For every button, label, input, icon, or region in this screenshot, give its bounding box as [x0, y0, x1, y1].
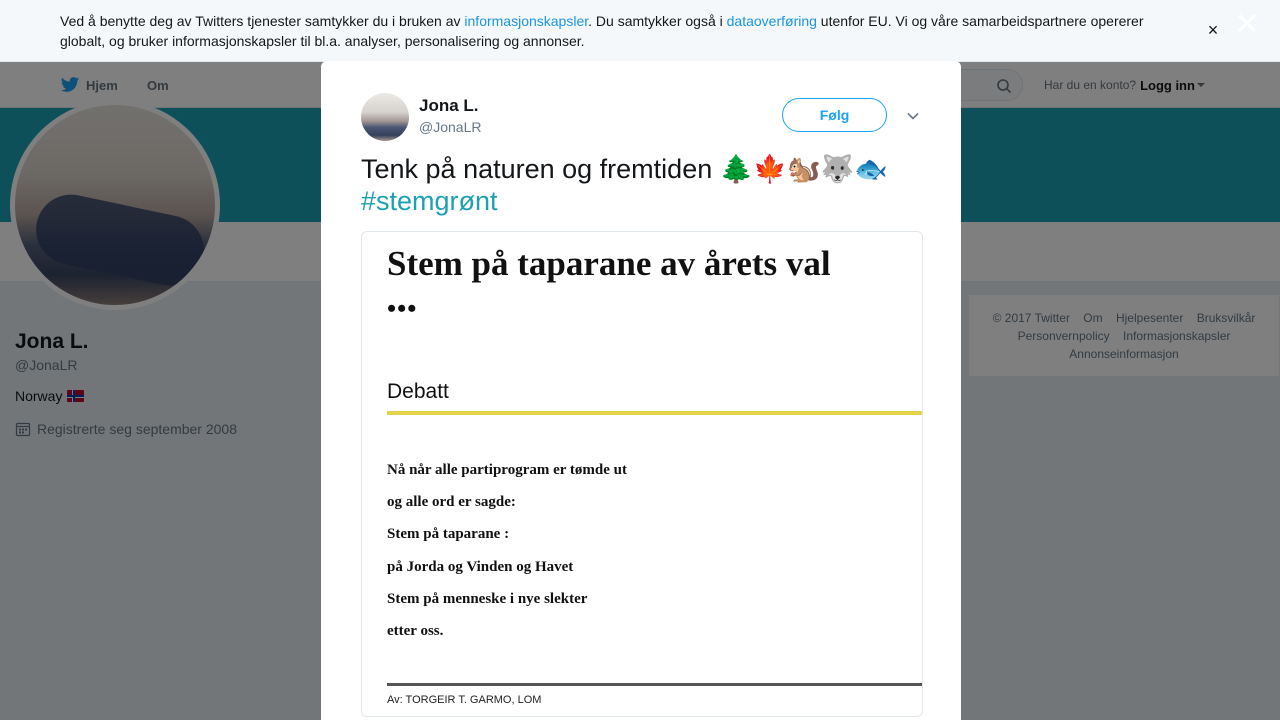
poem-line: Nå når alle partiprogram er tømde ut — [387, 462, 627, 478]
article-section: Debatt — [387, 380, 449, 403]
tweet-author-handle[interactable]: @JonaLR — [419, 119, 482, 135]
cookie-text-part: utenfor EU. Vi og våre samarbeidspartnere opererer globalt, og bruker informasjonskapsler til bl.a. analyser, personalisering og annonser. — [60, 13, 1144, 49]
article-title: Stem på taparane av årets val — [387, 244, 831, 283]
poem-line: Stem på menneske i nye slekter — [387, 590, 588, 607]
cookie-text-part: . Du samtykker også i — [588, 13, 727, 29]
poem-line: Stem på taparane : — [387, 526, 510, 543]
tweet-avatar[interactable] — [361, 93, 409, 141]
cookie-close-icon[interactable]: × — [1207, 20, 1219, 40]
data-transfer-link[interactable]: dataoverføring — [726, 13, 817, 29]
cookie-text — [60, 11, 1170, 51]
tweet-modal — [321, 61, 961, 720]
poem-line: på Jorda og Vinden og Havet — [387, 558, 574, 575]
tweet-author-name[interactable]: Jona L. — [419, 96, 479, 115]
article-divider — [387, 411, 923, 415]
tweet-image[interactable] — [361, 231, 923, 717]
modal-close-icon[interactable]: ✕ — [1234, 8, 1260, 41]
cookies-link[interactable]: informasjonskapsler — [464, 13, 589, 29]
poem-line: og alle ord er sagde: — [387, 494, 516, 511]
article-byline: Av: TORGEIR T. GARMO, LOM — [387, 694, 542, 706]
follow-button[interactable]: Følg — [782, 98, 887, 132]
tweet-text — [361, 153, 931, 217]
tweet-text-body: Tenk på naturen og fremtiden — [361, 154, 720, 184]
cookie-text-part: Ved å benytte deg av Twitters tjenester samtykker du i bruken av — [60, 13, 465, 29]
hashtag-link[interactable]: #stemgrønt — [361, 186, 498, 216]
article-bottom-divider — [387, 683, 923, 686]
tweet-emojis: 🌲🍁🐿️🐺🐟 — [719, 154, 888, 184]
cookie-banner — [0, 0, 1280, 62]
poem-line: etter oss. — [387, 622, 444, 639]
chevron-down-icon[interactable] — [905, 108, 921, 124]
article-dots: ••• — [387, 294, 418, 323]
article-poem — [387, 462, 627, 655]
